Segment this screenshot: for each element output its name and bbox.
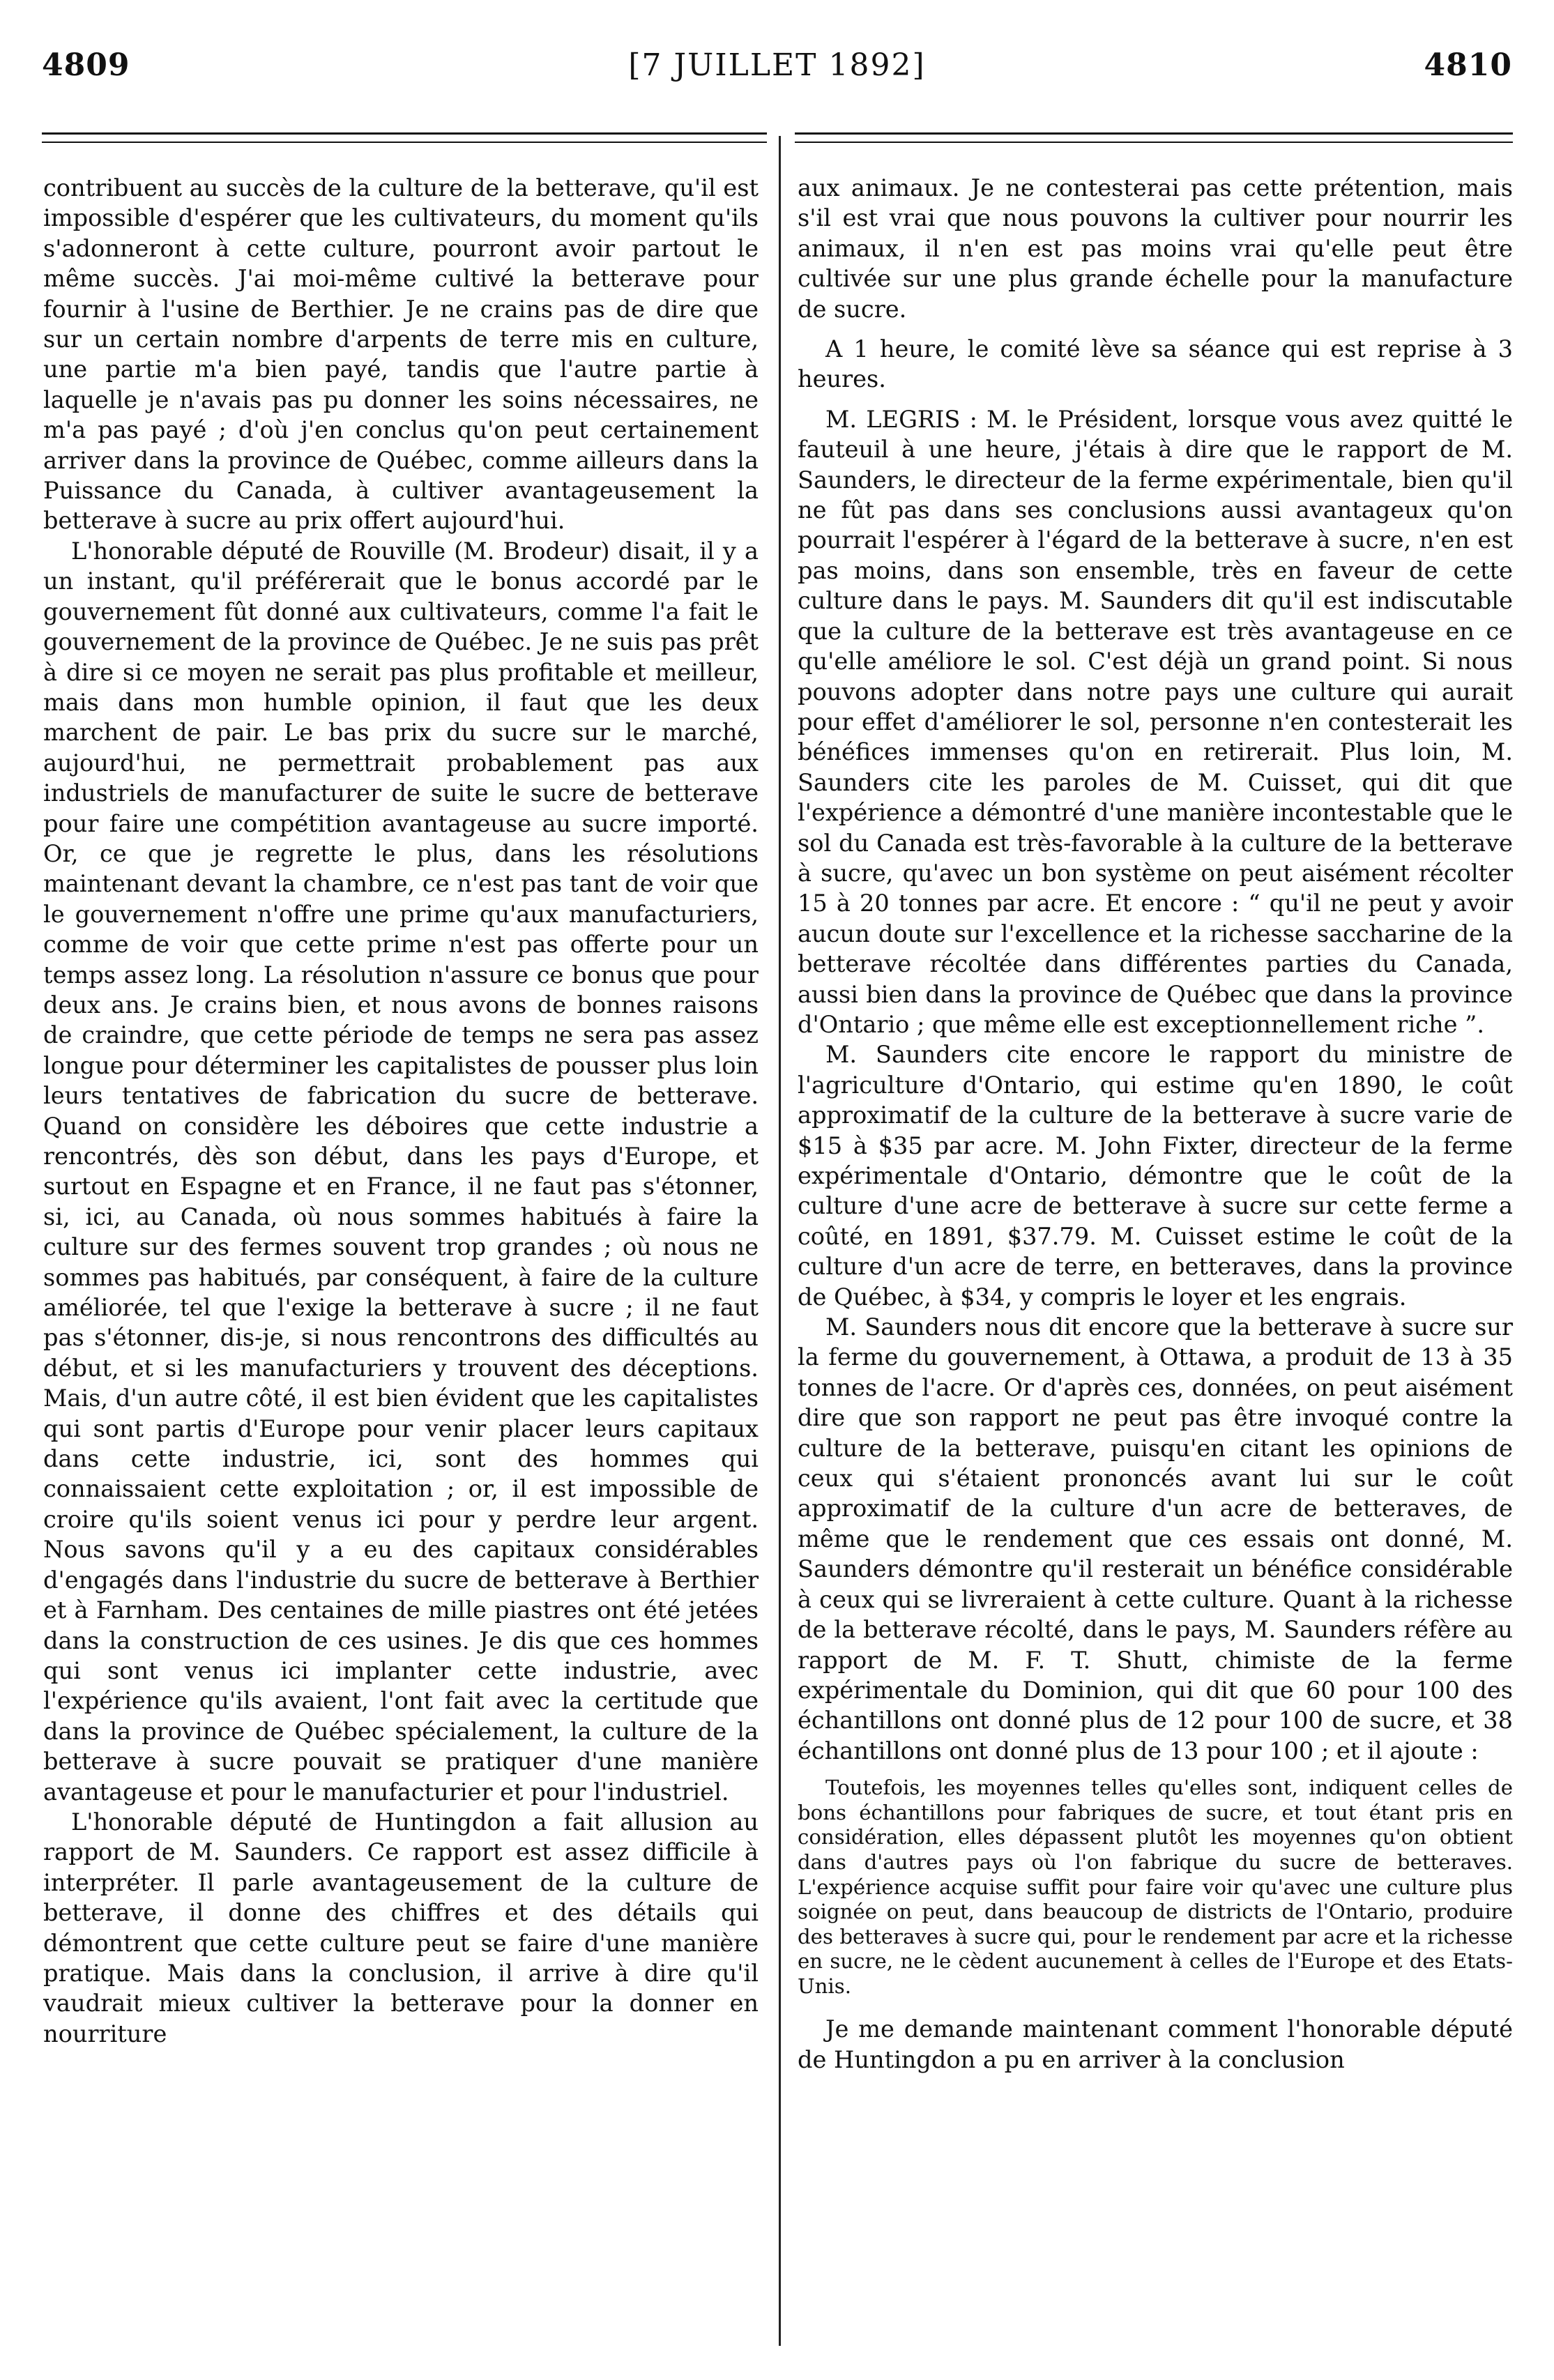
paragraph: aux animaux. Je ne contesterai pas cette prétention, mais s'il est vrai que nous pouvons la cultiver pour nourrir les animaux, il n'en est pas moins vrai qu'elle peut être cultivée sur une plus grande échelle pour la manufacture de sucre. <box>798 174 1513 323</box>
paragraph: contribuent au succès de la culture de la betterave, qu'il est impossible d'espérer que les cultivateurs, du moment qu'ils s'adonneront à cette culture, pourront avoir partout le même succès. J'ai moi-même cultivé la betterave pour fournir à l'usine de Berthier. Je ne crains pas de dire que sur un certain nombre d'arpents de terre mis en culture, une partie m'a bien payé, tandis que l'autre partie à laquelle je n'avais pas pu donner les soins nécessaires, ne m'a pas payé ; d'où j'en conclus qu'on peut certainement arriver dans la province de Québec, comme ailleurs dans la Puissance du Canada, à cultiver avantageusement la betterave à sucre au prix offert aujourd'hui. <box>43 174 759 535</box>
left-column <box>43 173 759 2341</box>
paragraph: L'honorable député de Rouville (M. Brodeur) disait, il y a un instant, qu'il préférerait que le bonus accordé par le gouvernement fût donné aux cultivateurs, comme l'a fait le gouvernement de la province de Québec. Je ne suis pas prêt à dire si ce moyen ne serait pas plus profitable et meilleur, mais dans mon humble opinion, il faut que les deux marchent de pair. Le bas prix du sucre sur le marché, aujourd'hui, ne permettrait probablement pas aux industriels de manufacturer de suite le sucre de betterave pour faire une compétition avantageuse au sucre importé. Or, ce que je regrette le plus, dans les résolutions maintenant devant la chambre, ce n'est pas tant de voir que le gouvernement n'offre une prime qu'aux manufacturiers, comme de voir que cette prime n'est pas offerte pour un temps assez long. La résolution n'assure ce bonus que pour deux ans. Je crains bien, et nous avons de bonnes raisons de craindre, que cette période de temps ne sera pas assez longue pour déterminer les capitalistes de pousser plus loin leurs tentatives de fabrication du sucre de betterave. Quand on considère les déboires que cette industrie a rencontrés, dès son début, dans les pays d'Europe, et surtout en Espagne et en France, il ne faut pas s'étonner, si, ici, au Canada, où nous sommes habitués à faire la culture sur des fermes souvent trop grandes ; où nous ne sommes pas habitués, par conséquent, à faire de la culture améliorée, tel que l'exige la betterave à sucre ; il ne faut pas s'étonner, dis-je, si nous rencontrons des difficultés au début, et si les manufacturiers y trouvent des déceptions. Mais, d'un autre côté, il est bien évident que les capitalistes qui sont partis d'Europe pour venir placer leurs capitaux dans cette industrie, ici, sont des hommes qui connaissaient cette exploitation ; or, il est impossible de croire qu'ils soient venus ici pour y perdre leur argent. Nous savons qu'il y a eu des capitaux considérables d'engagés dans l'industrie du sucre de betterave à Berthier et à Farnham. Des centaines de mille piastres ont été jetées dans la construction de ces usines. Je dis que ces hommes qui sont venus ici implanter cette industrie, avec l'expérience qu'ils avaient, l'ont fait avec la certitude que dans la province de Québec spécialement, la culture de la betterave à sucre pouvait se pratiquer d'une manière avantageuse et pour le manufacturier et pour l'industriel. <box>43 537 759 1806</box>
paragraph: Je me demande maintenant comment l'honorable député de Huntingdon a pu en arriver à la conclusion <box>798 2015 1513 2073</box>
right-column <box>798 173 1513 2341</box>
header-rule-right <box>795 132 1513 143</box>
page-header <box>0 47 1554 96</box>
quote-text: Toutefois, les moyennes telles qu'elles sont, indiquent celles de bons échantillons pour fabriques de sucre, et tout étant pris en considération, elles dépassent plutôt les moyennes qu'on obtient dans d'autres pays où l'on fabrique du sucre de betteraves. L'expérience acquise suffit pour faire voir qu'avec une culture plus soignée on peut, dans beaucoup de districts de l'Ontario, produire des betteraves à sucre qui, pour le rendement par acre et la richesse en sucre, ne le cèdent aucunement à celles de l'Europe et des Etats-Unis. <box>798 1776 1513 1998</box>
column-divider <box>779 136 781 2346</box>
paragraph: M. Saunders nous dit encore que la betterave à sucre sur la ferme du gouvernement, à Ottawa, a produit de 13 à 35 tonnes de l'acre. Or d'après ces, données, on peut aisément dire que son rapport ne peut pas être invoqué contre la culture de la betterave, puisqu'en citant les opinions de ceux qui s'étaient prononcés avant lui sur le coût approximatif de la culture d'un acre de betteraves, de même que le rendement que ces essais ont donné, M. Saunders démontre qu'il resterait un bénéfice considérable à ceux qui se livreraient à cette culture. Quant à la richesse de la betterave récolté, dans le pays, M. Saunders réfère au rapport de M. F. T. Shutt, chimiste de la ferme expérimentale du Dominion, qui dit que 60 pour 100 des échantillons ont donné plus de 12 pour 100 de sucre, et 38 échantillons ont donné plus de 13 pour 100 ; et il ajoute : <box>798 1313 1513 1764</box>
header-date: [7 JUILLET 1892] <box>628 47 926 83</box>
paragraph: L'honorable député de Huntingdon a fait allusion au rapport de M. Saunders. Ce rapport est assez difficile à interpréter. Il parle avantageusement de la culture de betterave, il donne des chiffres et des détails qui démontrent que cette culture peut se faire d'une manière pratique. Mais dans la conclusion, il arrive à dire qu'il vaudrait mieux cultiver la betterave pour la donner en nourriture <box>43 1808 759 2047</box>
page-number-right: 4810 <box>1424 47 1512 83</box>
paragraph: M. LEGRIS : M. le Président, lorsque vous avez quitté le fauteuil à une heure, j'étais à dire que le rapport de M. Saunders, le directeur de la ferme expérimentale, bien qu'il ne fût pas dans ses conclusions aussi avantageux qu'on pourrait l'espérer à l'égard de la betterave à sucre, n'en est pas moins, dans son ensemble, très en faveur de cette culture dans le pays. M. Saunders dit qu'il est indiscutable que la culture de la betterave est très avantageuse en ce qu'elle améliore le sol. C'est déjà un grand point. Si nous pouvons adopter dans notre pays une culture qui aurait pour effet d'améliorer le sol, personne n'en contesterait les bénéfices immenses qu'on en retirerait. Plus loin, M. Saunders cite les paroles de M. Cuisset, qui dit que l'expérience a démontré d'une manière incontestable que le sol du Canada est très-favorable à la culture de la betterave à sucre, qu'avec un bon système on peut aisément récolter 15 à 20 tonnes par acre. Et encore : “ qu'il ne peut y avoir aucun doute sur l'excellence et la richesse saccharine de la betterave récoltée dans différentes parties du Canada, aussi bien dans la province de Québec que dans la province d'Ontario ; que même elle est exceptionnellement riche ”. <box>798 405 1513 1038</box>
page-number-left: 4809 <box>42 47 130 83</box>
block-quote <box>798 1776 1513 1999</box>
header-rule-left <box>42 132 767 143</box>
paragraph: A 1 heure, le comité lève sa séance qui est reprise à 3 heures. <box>798 335 1513 393</box>
paragraph: M. Saunders cite encore le rapport du ministre de l'agriculture d'Ontario, qui estime qu'en 1890, le coût approximatif de la culture de la betterave à sucre varie de $15 à $35 par acre. M. John Fixter, directeur de la ferme expérimentale d'Ontario, démontre que le coût de la culture d'une acre de betterave à sucre sur cette ferme a coûté, en 1891, $37.79. M. Cuisset estime le coût de la culture d'un acre de terre, en betteraves, dans la province de Québec, à $34, y compris le loyer et les engrais. <box>798 1041 1513 1311</box>
